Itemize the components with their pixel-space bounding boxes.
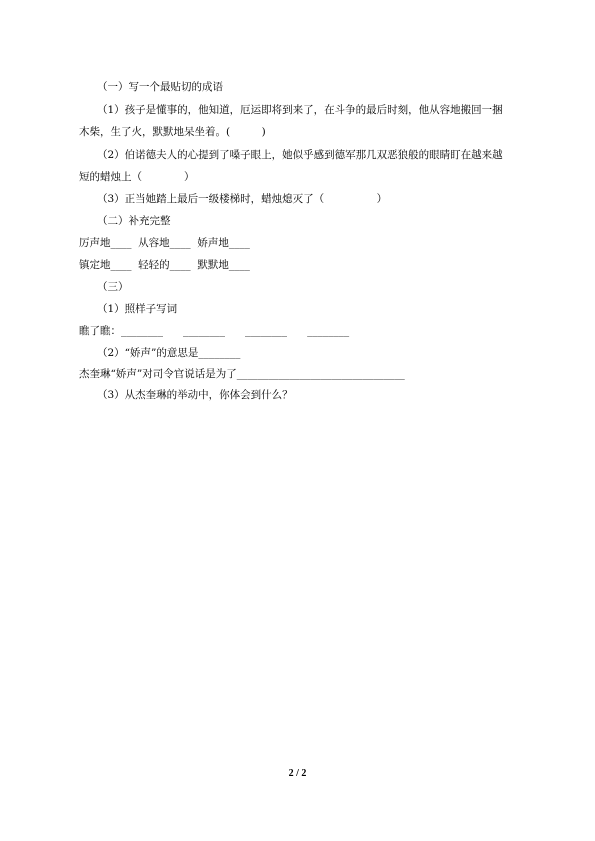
section3-example-row: 瞧了瞧：________ ________ ________ ________ (79, 325, 350, 337)
section3-q3: （3）从杰奎琳的举动中，你体会到什么？ (97, 389, 293, 401)
page-number: 2 / 2 (288, 768, 307, 779)
section1-q3: （3）正当她踏上最后一级楼梯时，蜡烛熄灭了（ ） (97, 193, 388, 205)
section1-heading: （一）写一个最贴切的成语 (97, 81, 223, 93)
section3-q2: （2）“娇声”的意思是________ (97, 347, 241, 359)
section1-q1-line2: 木柴，生了火，默默地呆坐着。( ) (79, 126, 266, 138)
section3-heading: （三） (97, 281, 129, 293)
section3-q1: （1）照样子写词 (97, 303, 178, 315)
section1-q2-line2: 短的蜡烛上（ ） (79, 171, 195, 183)
section1-q2-line1: （2）伯诺德夫人的心提到了嗓子眼上，她似乎感到德军那几双恶狼般的眼睛盯在越来越 (97, 149, 503, 161)
section2-row1: 厉声地____ 从容地____ 娇声地____ (79, 237, 250, 249)
section3-q2-line2: 杰奎琳“娇声”对司令官说话是为了________________________________ (79, 368, 405, 380)
section2-heading: （二）补充完整 (97, 215, 171, 227)
section2-row2: 镇定地____ 轻轻的____ 默默地____ (79, 259, 250, 271)
section1-q1-line1: （1）孩子是懂事的，他知道，厄运即将到来了，在斗争的最后时刻，他从容地搬回一捆 (97, 104, 503, 116)
